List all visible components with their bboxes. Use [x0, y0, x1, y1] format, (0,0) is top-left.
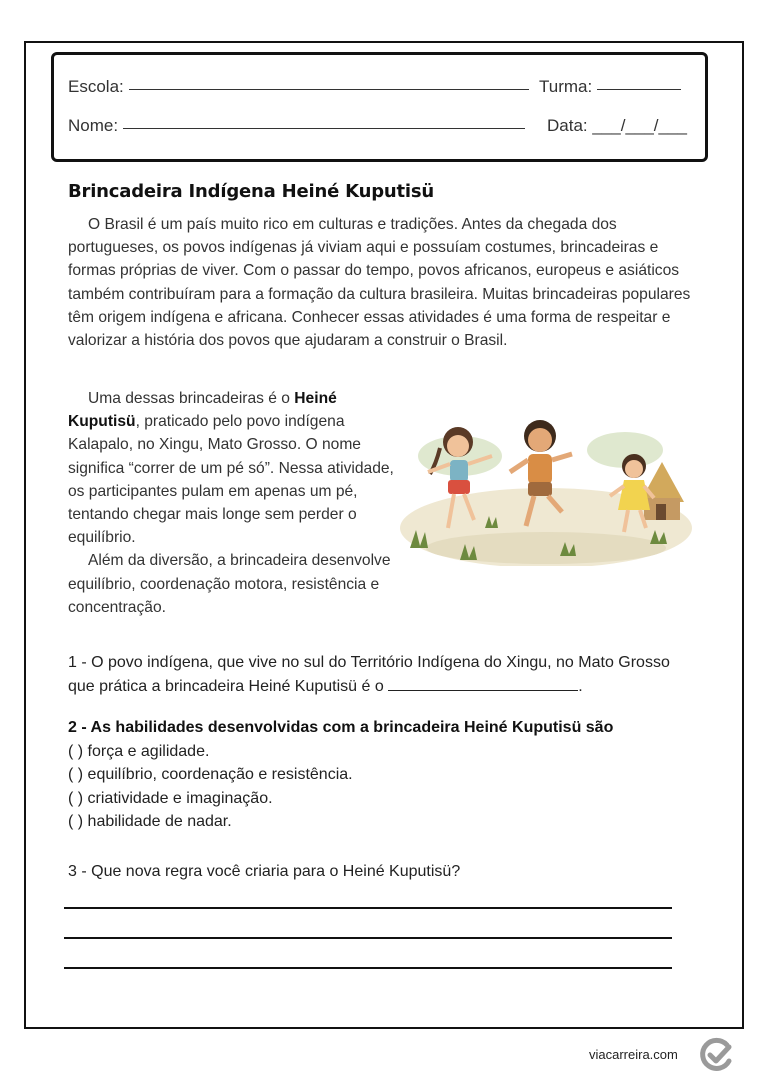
children-playing-illustration — [400, 398, 692, 566]
school-row — [68, 77, 529, 97]
question-2 — [68, 716, 613, 834]
checkmark-logo-icon — [699, 1037, 733, 1073]
answer-line-3[interactable] — [64, 967, 672, 969]
question-3 — [68, 860, 460, 884]
question-2-option-3[interactable]: ( ) criatividade e imaginação. — [68, 789, 273, 807]
class-label: Turma: — [539, 77, 593, 96]
question-1-end: . — [578, 677, 583, 695]
question-3-text: 3 - Que nova regra você criaria para o Heiné Kuputisü? — [68, 863, 461, 880]
intro-text: O Brasil é um país muito rico em culturas e tradições. Antes da chegada dos portugueses, os povos indígenas já viviam aqui e possuíam costumes, brincadeiras e formas próprias de viver. Com o passar do tempo, povos africanos, europeus e asiáticos também contribuíram para a formação da cultura brasileira. Muitas brincadeiras populares têm origem indígena e africana. Conhecer essas atividades é uma forma de respeitar e valorizar a história dos povos que ajudaram a construir o Brasil. — [68, 216, 691, 350]
student-info-box — [51, 52, 708, 162]
question-2-text: 2 - As habilidades desenvolvidas com a brincadeira Heiné Kuputisü são — [68, 719, 614, 736]
question-2-option-2[interactable]: ( ) equilíbrio, coordenação e resistência. — [68, 766, 353, 783]
question-1 — [68, 651, 688, 698]
school-label: Escola: — [68, 77, 124, 96]
school-field[interactable] — [129, 88, 529, 90]
class-row — [539, 77, 681, 97]
para2-after: , praticado pelo povo indígena Kalapalo, no Xingu, Mato Grosso. O nome significa “correr de um pé só”. Nessa atividade, os participantes pulam em apenas um pé, tentando chegar mais longe sem perder o equilíbrio. — [68, 413, 394, 547]
para3-text: Além da diversão, a brincadeira desenvolve equilíbrio, coordenação motora, resistência e concentração. — [68, 552, 391, 616]
intro-paragraph — [68, 213, 698, 352]
question-1-text: 1 - O povo indígena, que vive no sul do Território Indígena do Xingu, no Mato Grosso que prática a brincadeira Heiné Kuputisü é o — [68, 654, 670, 695]
worksheet-title: Brincadeira Indígena Heiné Kuputisü — [68, 181, 435, 202]
question-2-option-1[interactable]: ( ) força e agilidade. — [68, 742, 210, 760]
question-2-option-4[interactable]: ( ) habilidade de nadar. — [68, 813, 232, 830]
name-field[interactable] — [123, 127, 525, 129]
answer-line-1[interactable] — [64, 907, 672, 909]
name-row — [68, 116, 525, 136]
game-name: Heiné Kuputisü — [68, 390, 337, 431]
date-row — [547, 116, 687, 136]
answer-line-2[interactable] — [64, 937, 672, 939]
class-field[interactable] — [597, 88, 681, 90]
name-label: Nome: — [68, 116, 119, 135]
question-1-answer-blank[interactable] — [388, 689, 578, 691]
footer-site[interactable]: viacarreira.com — [589, 1047, 678, 1062]
date-label[interactable]: Data: ___/___/___ — [547, 116, 687, 135]
description-paragraph — [68, 387, 398, 619]
para2-before: Uma dessas brincadeiras é o — [88, 390, 295, 407]
